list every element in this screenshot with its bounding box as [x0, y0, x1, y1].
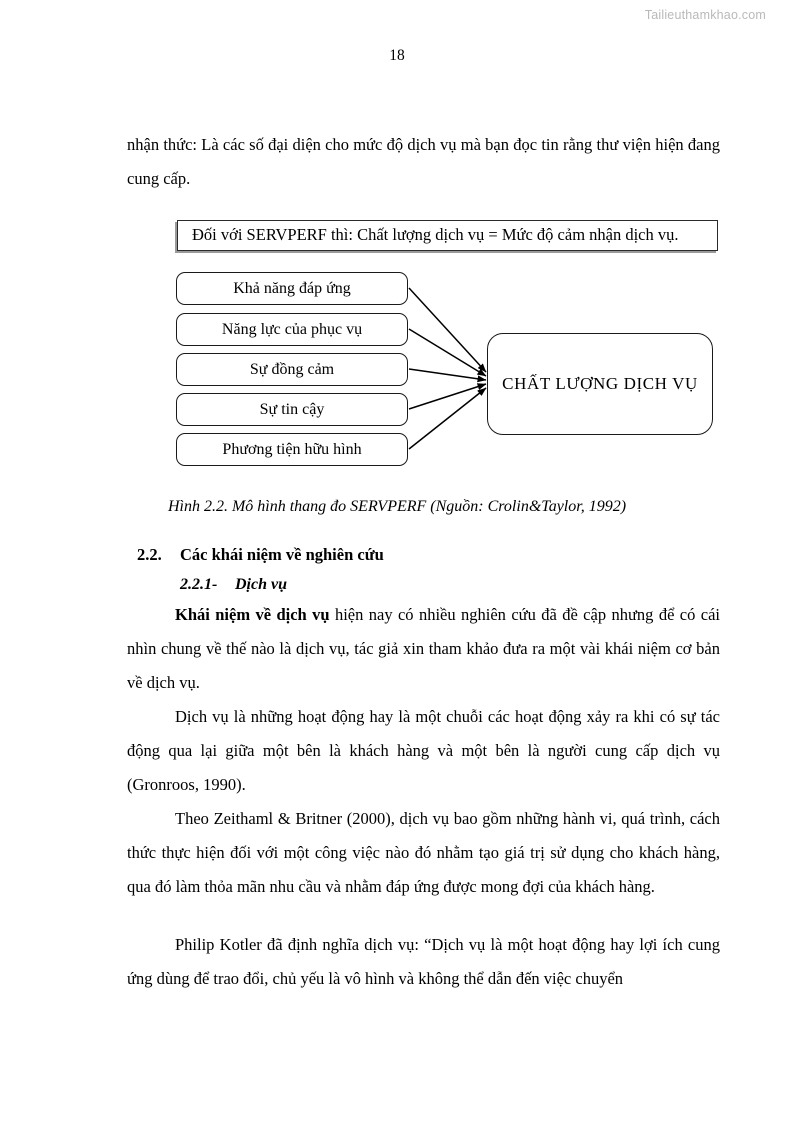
diagram-box-reliability [176, 393, 408, 426]
diagram-box-label: Sự tin cậy [259, 400, 325, 418]
diagram-box-empathy [176, 353, 408, 386]
heading-section-2-2 [137, 545, 384, 565]
paragraph-lead-in: Khái niệm về dịch vụ [175, 605, 330, 624]
diagram-box-label: Sự đồng cảm [249, 360, 335, 378]
page-number: 18 [389, 47, 405, 64]
heading-subsection-number: 2.2.1- [180, 576, 218, 593]
diagram-result-label: CHẤT LƯỢNG DỊCH VỤ [502, 373, 698, 393]
diagram-box-label: Năng lực của phục vụ [221, 320, 363, 338]
diagram-box-label: Phương tiện hữu hình [222, 440, 362, 458]
diagram-box-responsiveness [176, 272, 408, 305]
paragraph-intro: nhận thức: Là các số đại diện cho mức độ dịch vụ mà bạn đọc tin rằng thư viện hiện đang cung cấp. [127, 135, 720, 188]
diagram-header-label: Đối với SERVPERF thì: Chất lượng dịch vụ = Mức độ cảm nhận dịch vụ. [192, 225, 679, 245]
diagram-box-tangibles [176, 433, 408, 466]
heading-section-title: Các khái niệm về nghiên cứu [180, 545, 384, 564]
arrow-responsiveness [409, 288, 486, 372]
paragraph-body: hiện nay có nhiều nghiên cứu đã đề cập nhưng để có cái nhìn chung về thế nào là dịch vụ, tác giả xin tham khảo đưa ra một vài khái niệm cơ bản về dịch vụ. [127, 605, 720, 692]
paragraph-zeithaml: Theo Zeithaml & Britner (2000), dịch vụ bao gồm những hành vi, quá trình, cách thức thực hiện đối với một công việc nào đó nhằm tạo giá trị sử dụng cho khách hàng, qua đó làm thỏa mãn nhu cầu và nhằm đáp ứng được mong đợi của khách hàng. [127, 809, 720, 896]
heading-section-number: 2.2. [137, 545, 162, 564]
paragraph-kotler: Philip Kotler đã định nghĩa dịch vụ: “Dịch vụ là một hoạt động hay lợi ích cung ứng dùng để trao đổi, chủ yếu là vô hình và không thể dẫn đến việc chuyển [127, 935, 720, 988]
arrow-reliability [409, 384, 486, 409]
watermark-text: Tailieuthamkhao.com [644, 8, 766, 22]
paragraph-service-concept [127, 598, 720, 700]
diagram-box-assurance [176, 313, 408, 346]
heading-subsection-title: Dịch vụ [235, 576, 287, 593]
arrow-assurance [409, 329, 486, 376]
arrow-tangibles [409, 388, 486, 449]
arrow-empathy [409, 369, 486, 380]
figure-caption: Hình 2.2. Mô hình thang đo SERVPERF (Nguồn: Crolin&Taylor, 1992) [167, 498, 627, 515]
diagram-box-service-quality [487, 333, 713, 435]
paragraph-gronroos: Dịch vụ là những hoạt động hay là một chuỗi các hoạt động xảy ra khi có sự tác động qua lại giữa một bên là khách hàng và một bên là người cung cấp dịch vụ (Gronroos, 1990). [127, 707, 720, 794]
diagram-header-box [177, 220, 718, 251]
diagram-box-label: Khả năng đáp ứng [233, 279, 351, 297]
heading-subsection-2-2-1 [180, 576, 287, 594]
